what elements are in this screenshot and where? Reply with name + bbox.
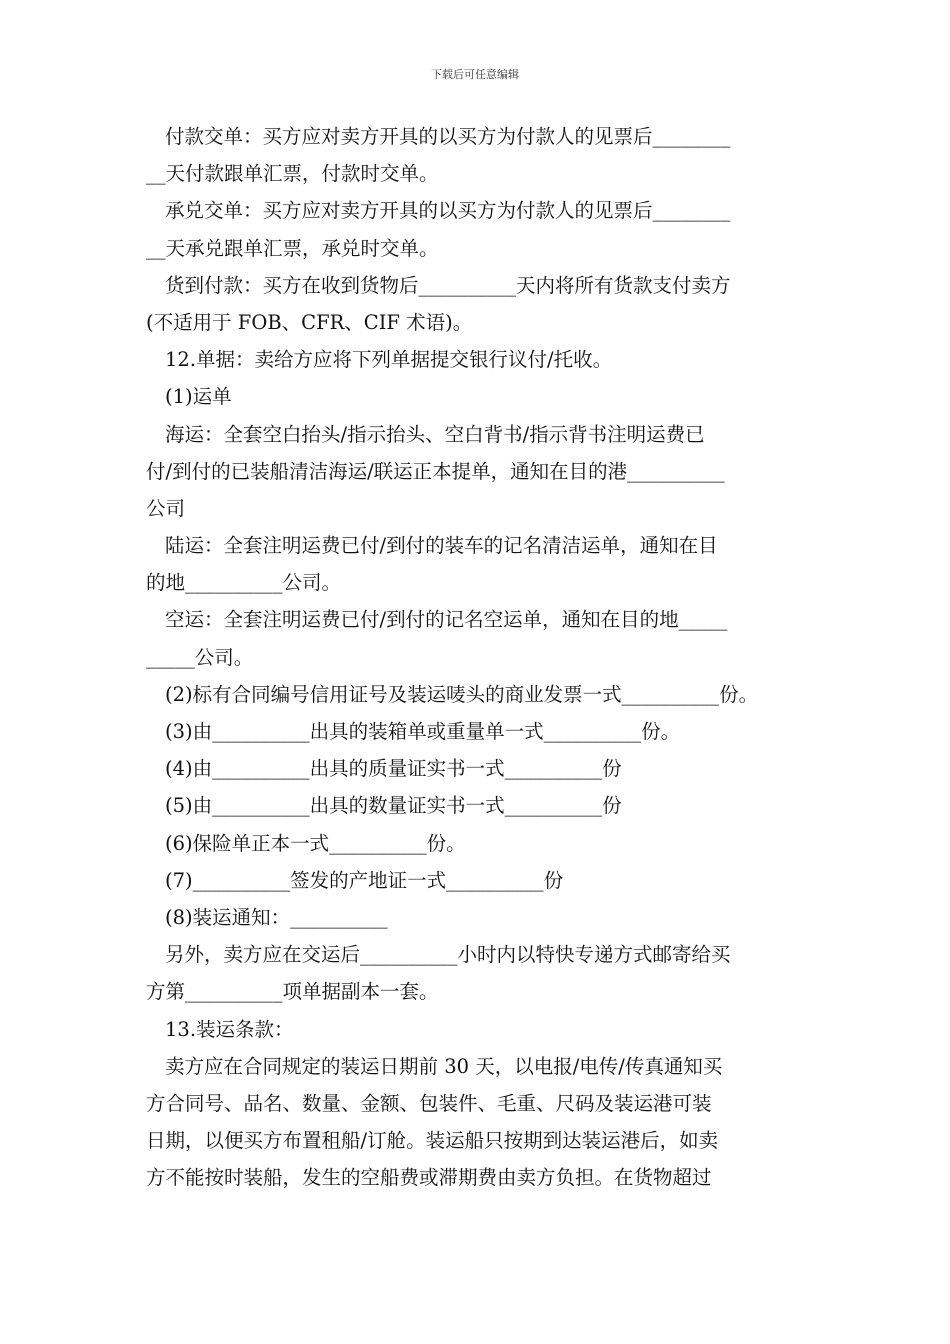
text-line: 另外，卖方应在交运后__________小时内以特快专递方式邮寄给买 xyxy=(165,943,731,967)
text-line: __天付款跟单汇票，付款时交单。 xyxy=(146,162,439,186)
text-line: (不适用于 FOB、CFR、CIF 术语)。 xyxy=(146,310,473,334)
text-line: (2)标有合同编号信用证号及装运唛头的商业发票一式__________份。 xyxy=(165,682,759,706)
text-line: 12.单据：卖给方应将下列单据提交银行议付/托收。 xyxy=(165,348,613,372)
text-line: (4)由__________出具的质量证实书一式__________份 xyxy=(165,757,622,781)
text-line: __天承兑跟单汇票，承兑时交单。 xyxy=(146,236,439,260)
text-line: 方不能按时装船，发生的空船费或滞期费由卖方负担。在货物超过 xyxy=(146,1166,712,1190)
text-line: 付/到付的已装船清洁海运/联运正本提单，通知在目的港__________ xyxy=(146,459,725,483)
text-line: 方第__________项单据副本一套。 xyxy=(146,980,439,1004)
text-line: 货到付款：买方在收到货物后__________天内将所有货款支付卖方 xyxy=(165,273,731,297)
text-line: 日期，以便买方布置租船/订舱。装运船只按期到达装运港后，如卖 xyxy=(146,1129,719,1153)
text-line: 陆运：全套注明运费已付/到付的装车的记名清洁运单，通知在目 xyxy=(165,534,718,558)
text-line: 13.装运条款： xyxy=(165,1017,294,1041)
text-line: 海运：全套空白抬头/指示抬头、空白背书/指示背书注明运费已 xyxy=(165,422,705,446)
page-header: 下载后可任意编辑 xyxy=(431,68,519,81)
text-line: 承兑交单：买方应对卖方开具的以买方为付款人的见票后________ xyxy=(165,199,731,223)
document-body xyxy=(146,118,816,1196)
text-line: (6)保险单正本一式__________份。 xyxy=(165,831,466,855)
text-line: 的地__________公司。 xyxy=(146,571,342,595)
text-line: 公司 xyxy=(146,496,186,520)
text-line: (1)运单 xyxy=(165,385,232,409)
text-line: (7)__________签发的产地证一式__________份 xyxy=(165,868,564,892)
text-line: 空运：全套注明运费已付/到付的记名空运单，通知在目的地_____ xyxy=(165,608,728,632)
text-line: 方合同号、品名、数量、金额、包装件、毛重、尺码及装运港可装 xyxy=(146,1091,712,1115)
text-line: (5)由__________出具的数量证实书一式__________份 xyxy=(165,794,622,818)
text-line: 卖方应在合同规定的装运日期前 30 天，以电报/电传/传真通知买 xyxy=(165,1054,723,1078)
text-line: (8)装运通知：__________ xyxy=(165,905,388,929)
text-line: _____公司。 xyxy=(146,645,254,669)
text-line: 付款交单：买方应对卖方开具的以买方为付款人的见票后________ xyxy=(165,125,731,148)
text-line: (3)由__________出具的装箱单或重量单一式__________份。 xyxy=(165,720,681,743)
